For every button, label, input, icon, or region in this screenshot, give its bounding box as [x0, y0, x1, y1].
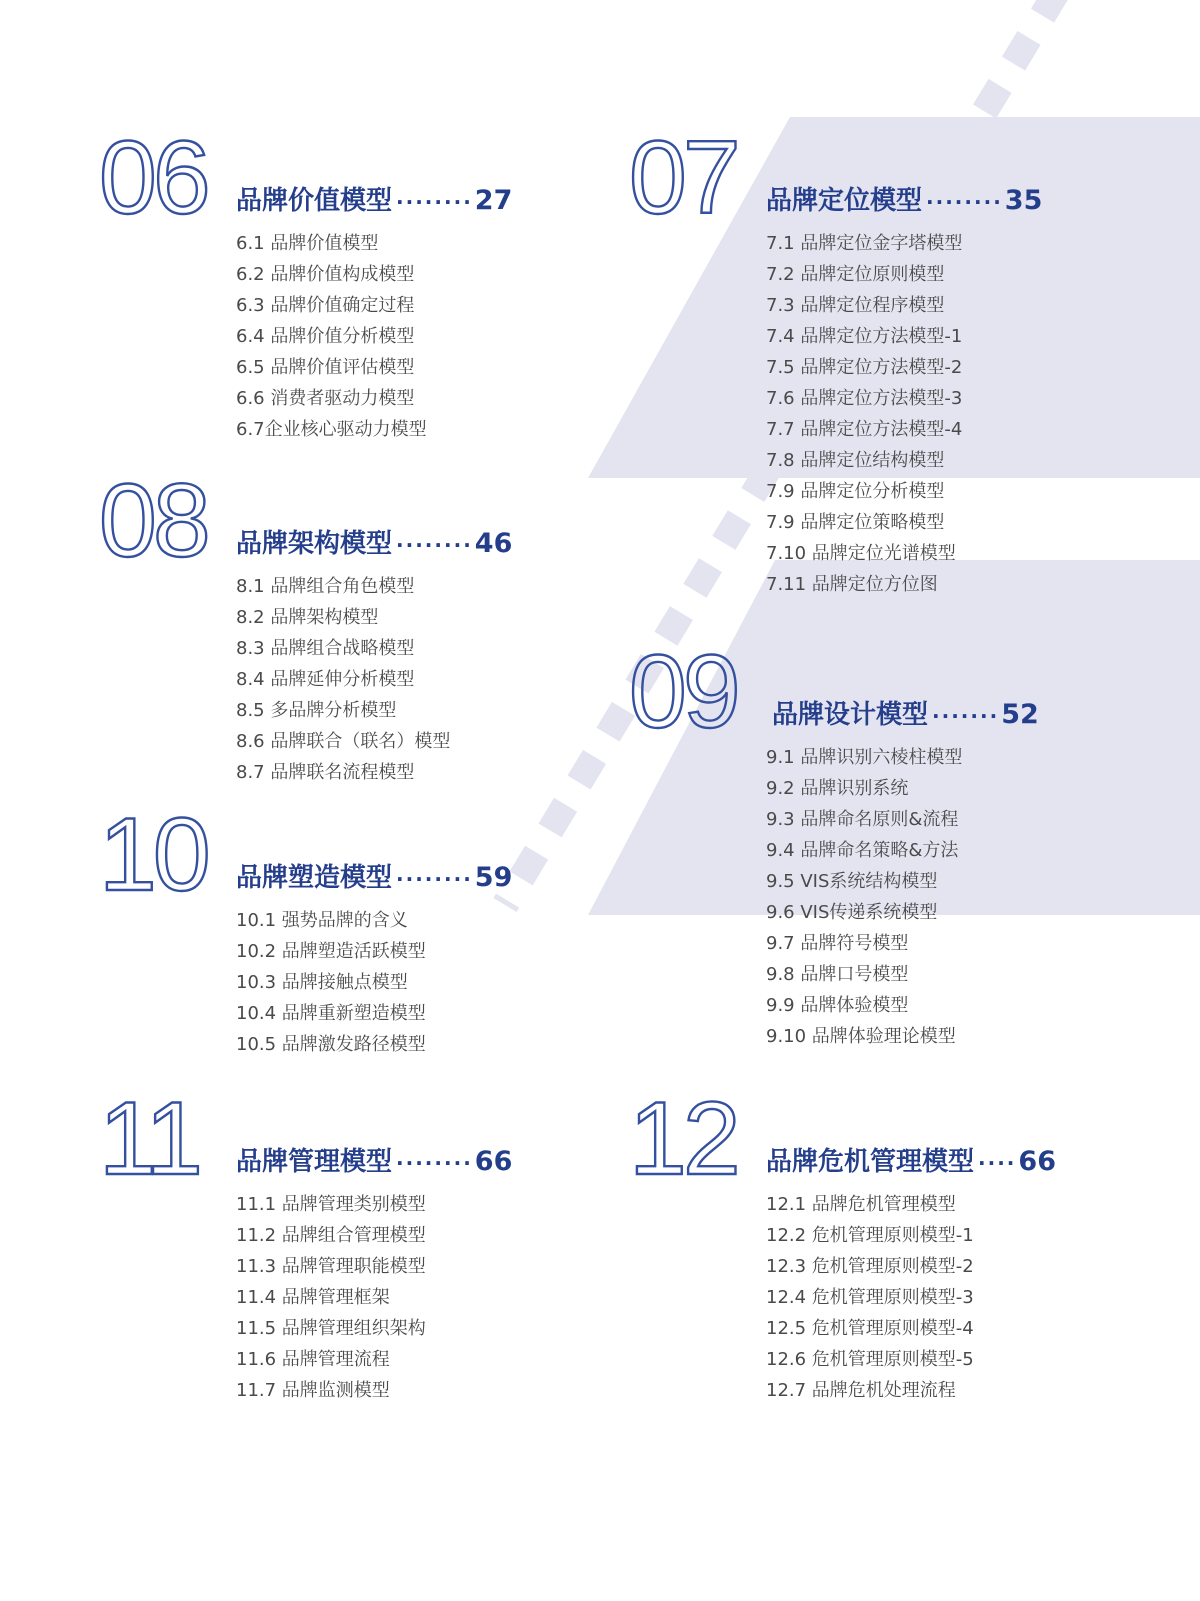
section-number-08: 08 — [99, 463, 207, 579]
list-item[interactable]: 9.2 品牌识别系统 — [766, 778, 909, 799]
list-item[interactable]: 10.1 强势品牌的含义 — [236, 910, 408, 931]
list-item[interactable]: 7.2 品牌定位原则模型 — [766, 264, 945, 285]
section-header[interactable] — [766, 1141, 1056, 1178]
list-item[interactable]: 8.4 品牌延伸分析模型 — [236, 669, 415, 690]
list-item[interactable]: 9.6 VIS传递系统模型 — [766, 902, 938, 923]
list-item[interactable]: 9.4 品牌命名策略&方法 — [766, 840, 959, 861]
list-item[interactable]: 6.2 品牌价值构成模型 — [236, 264, 415, 285]
page-number: 66 — [1018, 1146, 1056, 1177]
page-number: 35 — [1004, 185, 1043, 216]
list-item[interactable]: 12.2 危机管理原则模型-1 — [766, 1225, 974, 1246]
section-title: 品牌塑造模型 — [236, 863, 393, 893]
list-item[interactable]: 7.6 品牌定位方法模型-3 — [766, 388, 963, 409]
section-number-06: 06 — [99, 120, 207, 236]
list-item[interactable]: 10.4 品牌重新塑造模型 — [236, 1003, 426, 1024]
section-header[interactable] — [236, 857, 512, 894]
section-header[interactable] — [236, 1141, 512, 1178]
list-item[interactable]: 11.7 品牌监测模型 — [236, 1380, 390, 1401]
list-item[interactable]: 8.2 品牌架构模型 — [236, 607, 379, 628]
list-item[interactable]: 12.6 危机管理原则模型-5 — [766, 1349, 974, 1370]
section-items — [766, 742, 962, 1052]
page-number: 27 — [474, 185, 513, 216]
list-item[interactable]: 9.7 品牌符号模型 — [766, 933, 909, 954]
leader-dots: ···· — [978, 1151, 1017, 1175]
list-item[interactable]: 7.11 品牌定位方位图 — [766, 574, 938, 595]
leader-dots: ········ — [396, 533, 473, 557]
section-title: 品牌架构模型 — [236, 529, 393, 559]
list-item[interactable]: 7.5 品牌定位方法模型-2 — [766, 357, 963, 378]
section-items — [236, 905, 426, 1060]
leader-dots: ········ — [396, 190, 473, 214]
list-item[interactable]: 11.3 品牌管理职能模型 — [236, 1256, 426, 1277]
leader-dots: ········ — [926, 190, 1003, 214]
list-item[interactable]: 6.3 品牌价值确定过程 — [236, 295, 415, 316]
list-item[interactable]: 7.1 品牌定位金字塔模型 — [766, 233, 963, 254]
section-number-09: 09 — [629, 634, 737, 750]
list-item[interactable]: 7.9 品牌定位策略模型 — [766, 512, 945, 533]
list-item[interactable]: 11.6 品牌管理流程 — [236, 1349, 390, 1370]
list-item[interactable]: 11.5 品牌管理组织架构 — [236, 1318, 426, 1339]
section-items — [766, 228, 962, 600]
list-item[interactable]: 12.1 品牌危机管理模型 — [766, 1194, 956, 1215]
list-item[interactable]: 6.7企业核心驱动力模型 — [236, 419, 427, 440]
list-item[interactable]: 12.3 危机管理原则模型-2 — [766, 1256, 974, 1277]
list-item[interactable]: 7.9 品牌定位分析模型 — [766, 481, 945, 502]
list-item[interactable]: 9.3 品牌命名原则&流程 — [766, 809, 959, 830]
section-header[interactable] — [236, 180, 512, 217]
list-item[interactable]: 12.5 危机管理原则模型-4 — [766, 1318, 974, 1339]
list-item[interactable]: 6.6 消费者驱动力模型 — [236, 388, 415, 409]
list-item[interactable]: 10.2 品牌塑造活跃模型 — [236, 941, 426, 962]
section-title: 品牌危机管理模型 — [766, 1147, 975, 1177]
list-item[interactable]: 8.1 品牌组合角色模型 — [236, 576, 415, 597]
page-number: 52 — [1001, 699, 1039, 730]
section-items — [236, 228, 427, 445]
list-item[interactable]: 7.7 品牌定位方法模型-4 — [766, 419, 963, 440]
list-item[interactable]: 12.7 品牌危机处理流程 — [766, 1380, 956, 1401]
list-item[interactable]: 9.8 品牌口号模型 — [766, 964, 909, 985]
list-item[interactable]: 9.9 品牌体验模型 — [766, 995, 909, 1016]
list-item[interactable]: 8.6 品牌联合（联名）模型 — [236, 731, 451, 752]
section-title: 品牌定位模型 — [766, 186, 923, 216]
section-items — [236, 571, 450, 788]
list-item[interactable]: 8.3 品牌组合战略模型 — [236, 638, 415, 659]
section-header[interactable] — [772, 694, 1039, 731]
list-item[interactable]: 8.7 品牌联名流程模型 — [236, 762, 415, 783]
list-item[interactable]: 7.3 品牌定位程序模型 — [766, 295, 945, 316]
list-item[interactable]: 7.4 品牌定位方法模型-1 — [766, 326, 963, 347]
section-number-12: 12 — [629, 1081, 737, 1197]
list-item[interactable]: 10.3 品牌接触点模型 — [236, 972, 408, 993]
section-header[interactable] — [766, 180, 1042, 217]
list-item[interactable]: 6.4 品牌价值分析模型 — [236, 326, 415, 347]
list-item[interactable]: 6.5 品牌价值评估模型 — [236, 357, 415, 378]
section-items — [236, 1189, 426, 1406]
list-item[interactable]: 9.1 品牌识别六棱柱模型 — [766, 747, 963, 768]
list-item[interactable]: 9.5 VIS系统结构模型 — [766, 871, 938, 892]
page-number: 59 — [474, 862, 513, 893]
list-item[interactable]: 11.4 品牌管理框架 — [236, 1287, 390, 1308]
page-number: 66 — [474, 1146, 513, 1177]
section-title: 品牌管理模型 — [236, 1147, 393, 1177]
list-item[interactable]: 6.1 品牌价值模型 — [236, 233, 379, 254]
list-item[interactable]: 8.5 多品牌分析模型 — [236, 700, 397, 721]
list-item[interactable]: 9.10 品牌体验理论模型 — [766, 1026, 956, 1047]
list-item[interactable]: 7.8 品牌定位结构模型 — [766, 450, 945, 471]
list-item[interactable]: 11.2 品牌组合管理模型 — [236, 1225, 426, 1246]
list-item[interactable]: 7.10 品牌定位光谱模型 — [766, 543, 956, 564]
section-title: 品牌价值模型 — [236, 186, 393, 216]
leader-dots: ······· — [932, 704, 1000, 728]
list-item[interactable]: 12.4 危机管理原则模型-3 — [766, 1287, 974, 1308]
section-number-07: 07 — [629, 120, 737, 236]
section-items — [766, 1189, 974, 1406]
list-item[interactable]: 11.1 品牌管理类别模型 — [236, 1194, 426, 1215]
section-title: 品牌设计模型 — [772, 700, 929, 730]
page-number: 46 — [474, 528, 513, 559]
section-number-10: 10 — [99, 797, 207, 913]
section-header[interactable] — [236, 523, 512, 560]
leader-dots: ········ — [396, 867, 473, 891]
list-item[interactable]: 10.5 品牌激发路径模型 — [236, 1034, 426, 1055]
section-number-11: 11 — [99, 1081, 199, 1197]
leader-dots: ········ — [396, 1151, 473, 1175]
